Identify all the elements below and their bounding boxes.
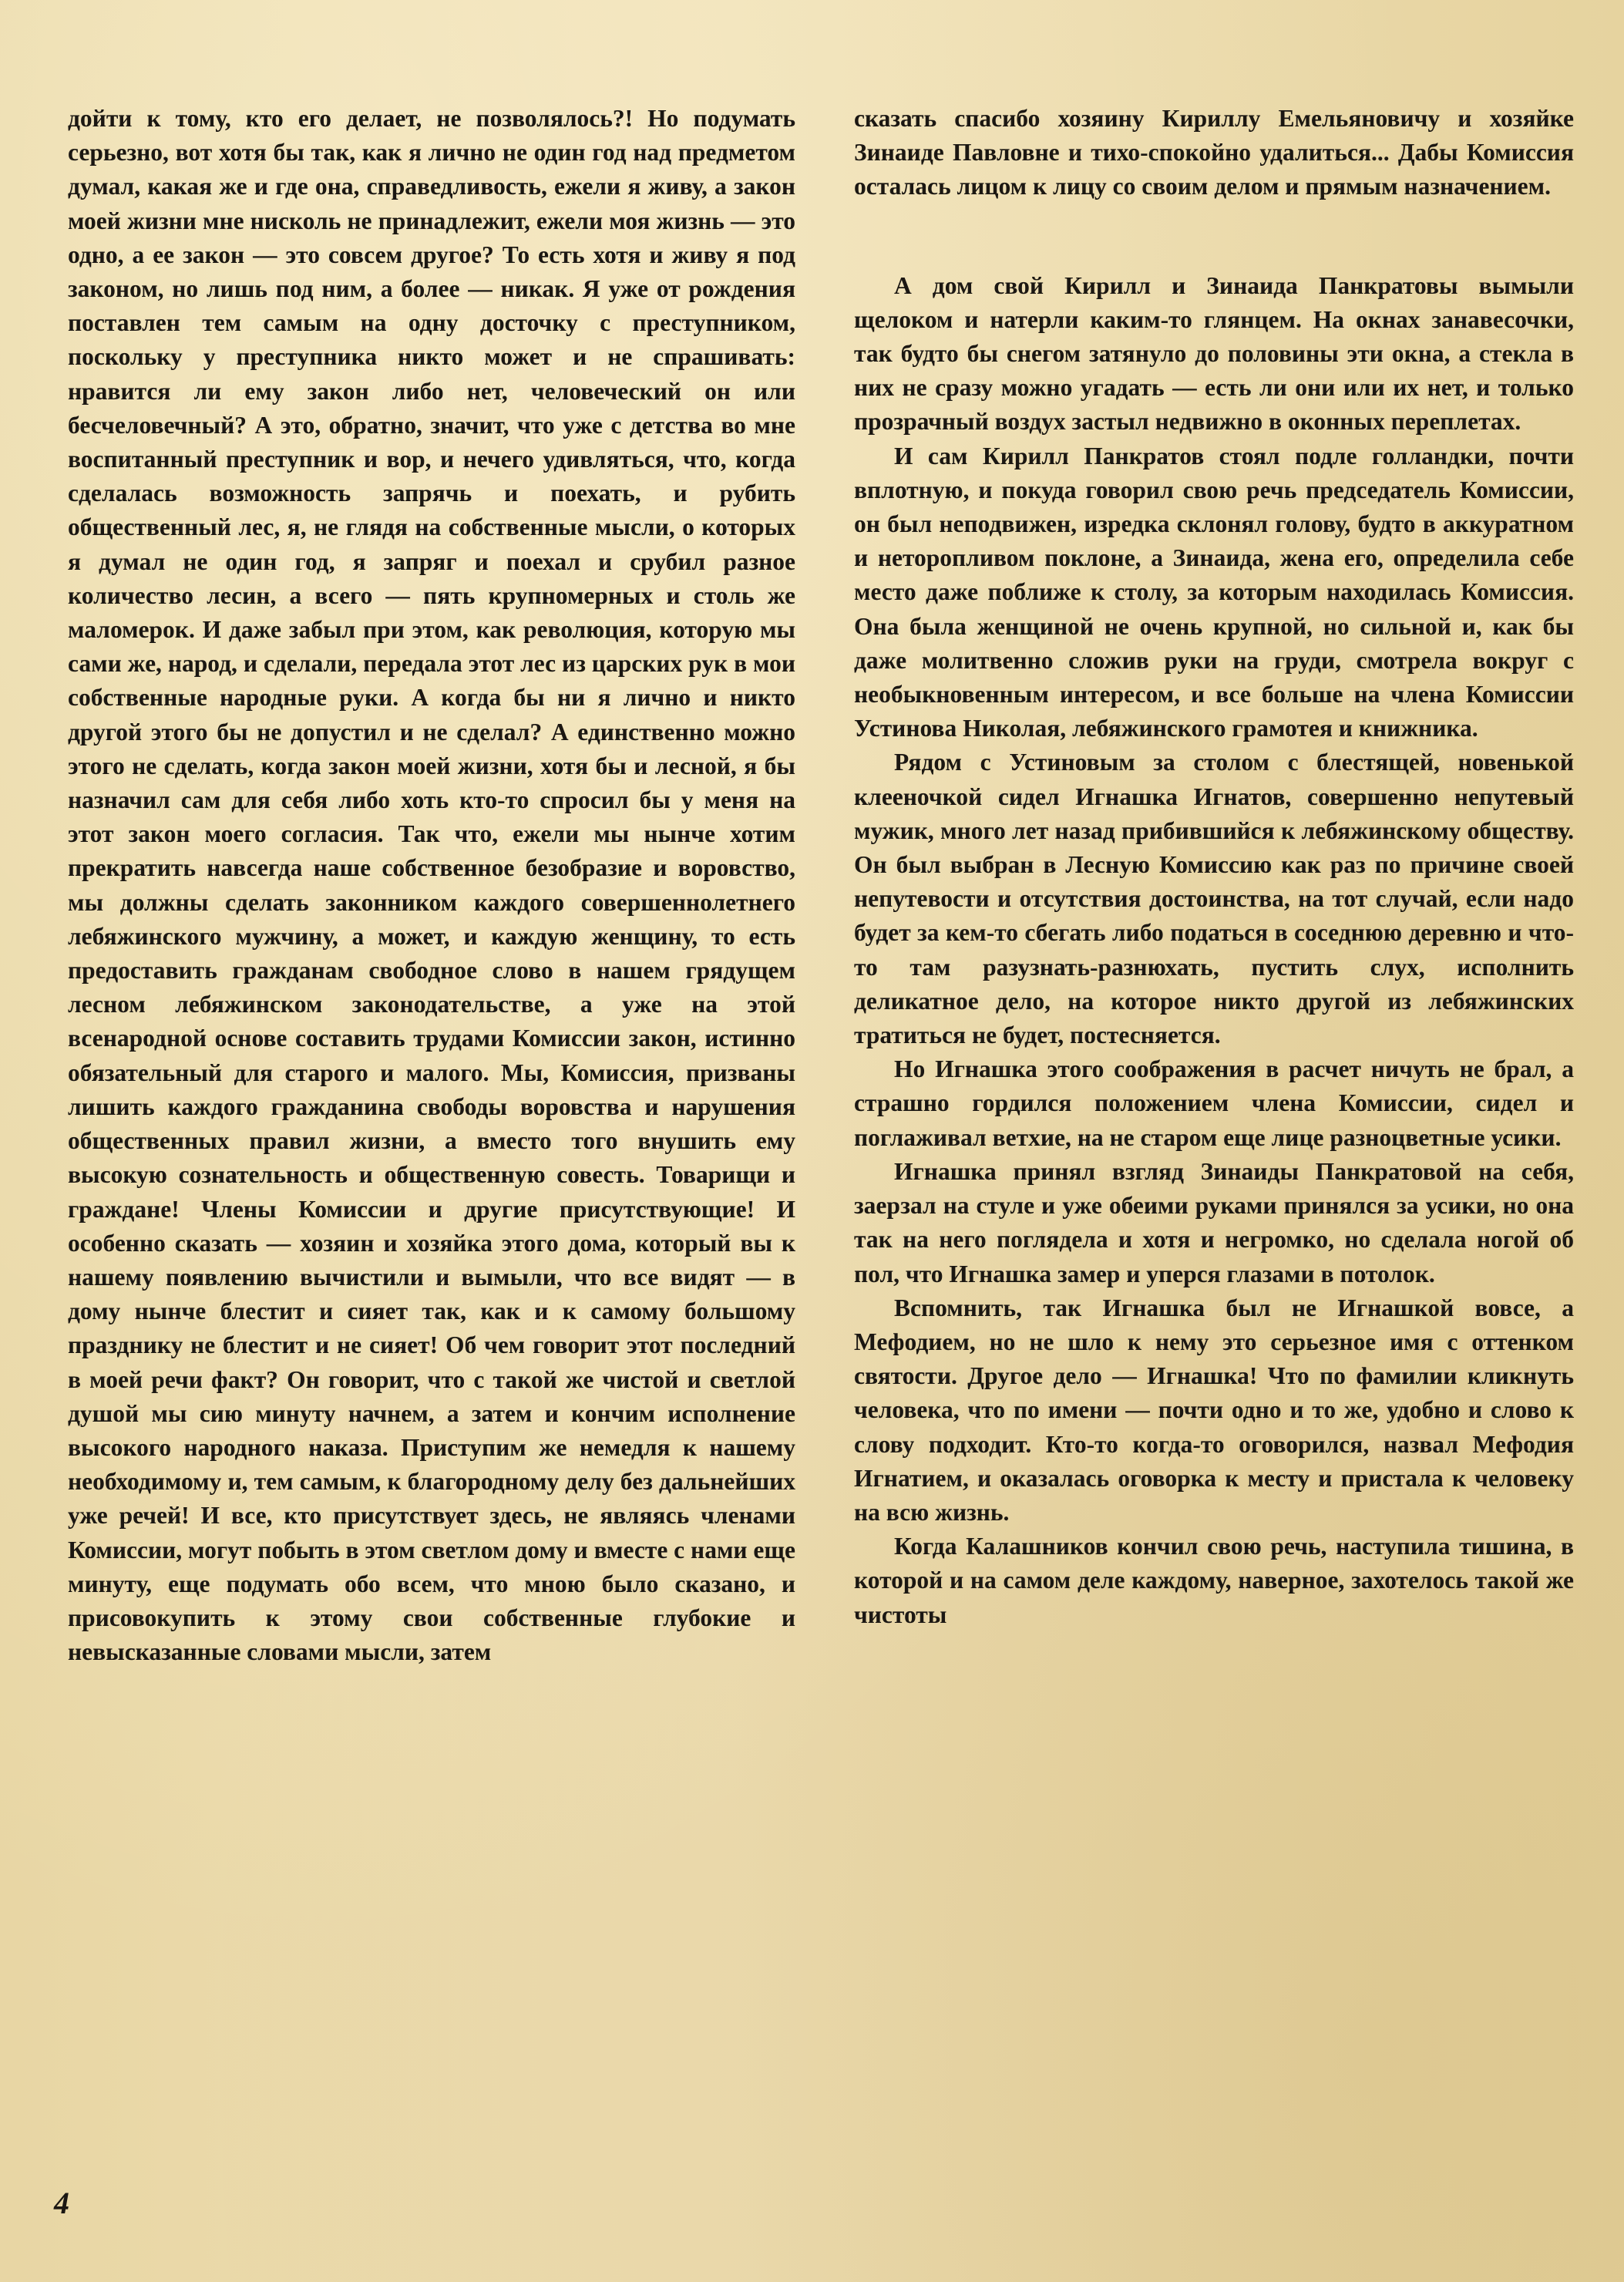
left-column [68,102,795,1669]
right-paragraph-1: сказать спасибо хозяину Кириллу Емельяновичу и хозяйке Зинаиде Павловне и тихо-спокойно удалиться... Дабы Комиссия осталась лицом к лицу со своим делом и прямым назначением. [854,105,1574,200]
right-paragraph-8: Когда Калашников кончил свою речь, наступила тишина, в которой и на самом деле каждому, наверное, захотелось такой же чистоты [854,1533,1574,1628]
right-column [854,102,1574,1632]
right-paragraph-4: Рядом с Устиновым за столом с блестящей, новенькой клееночкой сидел Игнашка Игнатов, совершенно непутевый мужик, много лет назад прибившийся к лебяжинскому обществу. Он был выбран в Лесную Комиссию как раз по причине своей непутевости и отсутствия достоинства, на тот случай, если надо будет за кем-то сбегать либо податься в соседнюю деревню и что-то там разузнать-разнюхать, пустить слух, исполнить деликатное дело, на которое никто другой из лебяжинских тратиться не будет, постесняется. [854,749,1574,1049]
right-paragraph-2: А дом свой Кирилл и Зинаида Панкратовы вымыли щелоком и натерли каким-то глянцем. На окнах занавесочки, так будто бы снегом затянуло до половины эти окна, а стекла в них не сразу можно угадать — есть ли они или их нет, и только прозрачный воздух застыл недвижно в оконных переплетах. [854,271,1574,436]
page-number: 4 [54,2186,69,2220]
right-paragraph-3: И сам Кирилл Панкратов стоял подле голландки, почти вплотную, и покуда говорил свою речь председатель Комиссии, он был неподвижен, изредка склонял голову, будто в аккуратном и неторопливом поклоне, а Зинаида, жена его, определила себе место даже поближе к столу, за которым находилась Комиссия. Она была женщиной не очень крупной, но сильной и, как бы даже молитвенно сложив руки на груди, смотрела вокруг с необыкновенным интересом, и все больше на члена Комиссии Устинова Николая, лебяжинского грамотея и книжника. [854,442,1574,742]
left-paragraph-1: дойти к тому, кто его делает, не позволялось?! Но подумать серьезно, вот хотя бы так, как я лично не один год над предметом думал, какая же и где она, справедливость, ежели я живу, а закон моей жизни мне нисколь не принадлежит, ежели моя жизнь — это одно, а ее закон — это совсем другое? То есть хотя и живу я под законом, но лишь под ним, а более — никак. Я уже от рождения поставлен тем самым на одну досточку с преступником, поскольку у преступника никто может и не спрашивать: нравится ли ему закон либо нет, человеческий он или бесчеловечный? А это, обратно, значит, что уже с детства во мне воспитанный преступник и вор, и нечего удивляться, что, когда сделалась возможность запрячь и поехать, и рубить общественный лес, я, не глядя на собственные мысли, о которых я думал не один год, я запряг и поехал и срубил разное количество лесин, а всего — пять крупномерных и столь же маломерок. И даже забыл при этом, как революция, которую мы сами же, народ, и сделали, передала этот лес из царских рук в мои собственные народные руки. А когда бы ни я лично и никто другой этого бы не допустил и не сделал? А единственно можно этого не сделать, когда закон моей жизни, хотя бы и лесной, я бы назначил сам для себя либо хоть кто-то спросил бы у меня на этот закон моего согласия. Так что, ежели мы нынче хотим прекратить навсегда наше собственное безобразие и воровство, мы должны сделать законником каждого совершеннолетнего лебяжинского мужчину, а может, и каждую женщину, то есть предоставить гражданам свободное слово в нашем грядущем лесном лебяжинском законодательстве, а уже на этой всенародной основе составить трудами Комиссии закон, истинно обязательный для старого и малого. Мы, Комиссия, призваны лишить каждого гражданина свободы воровства и нарушения общественных правил жизни, а вместо того внушить ему высокую сознательность и общественную совесть. Товарищи и граждане! Члены Комиссии и другие присутствующие! И особенно сказать — хозяин и хозяйка этого дома, который вы к нашему появлению вычистили и вымыли, что все видят — в дому нынче блестит и сияет так, как и к самому большому празднику не блестит и не сияет! Об чем говорит этот последний в моей речи факт? Он говорит, что с такой же чистой и светлой душой мы сию минуту начнем, а затем и кончим исполнение высокого народного наказа. Приступим же немедля к нашему необходимому и, тем самым, к благородному делу без дальнейших уже речей! И все, кто присутствует здесь, не являясь членами Комиссии, могут побыть в этом светлом дому и вместе с нами еще минуту, еще подумать обо всем, что мною было сказано, и присовокупить к этому свои собственные глубокие и невысказанные словами мысли, затем [68,105,795,1666]
right-paragraph-5: Но Игнашка этого соображения в расчет ничуть не брал, а страшно гордился положением члена Комиссии, сидел и поглаживал ветхие, на не старом еще лице разноцветные усики. [854,1055,1574,1151]
right-paragraph-6: Игнашка принял взгляд Зинаиды Панкратовой на себя, заерзал на стуле и уже обеими руками принялся за усики, но она так на него поглядела и хотя и негромко, но сделала ногой об пол, что Игнашка замер и уперся глазами в потолок. [854,1157,1574,1287]
right-paragraph-7: Вспомнить, так Игнашка был не Игнашкой вовсе, а Мефодием, но не шло к нему это серьезное имя с оттенком святости. Другое дело — Игнашка! Что по фамилии кликнуть человека, что по имени — почти одно и то же, удобно и слово к слову подходит. Кто-то когда-то оговорился, назвал Мефодия Игнатием, и оказалась оговорка к месту и пристала к человеку на всю жизнь. [854,1294,1574,1526]
